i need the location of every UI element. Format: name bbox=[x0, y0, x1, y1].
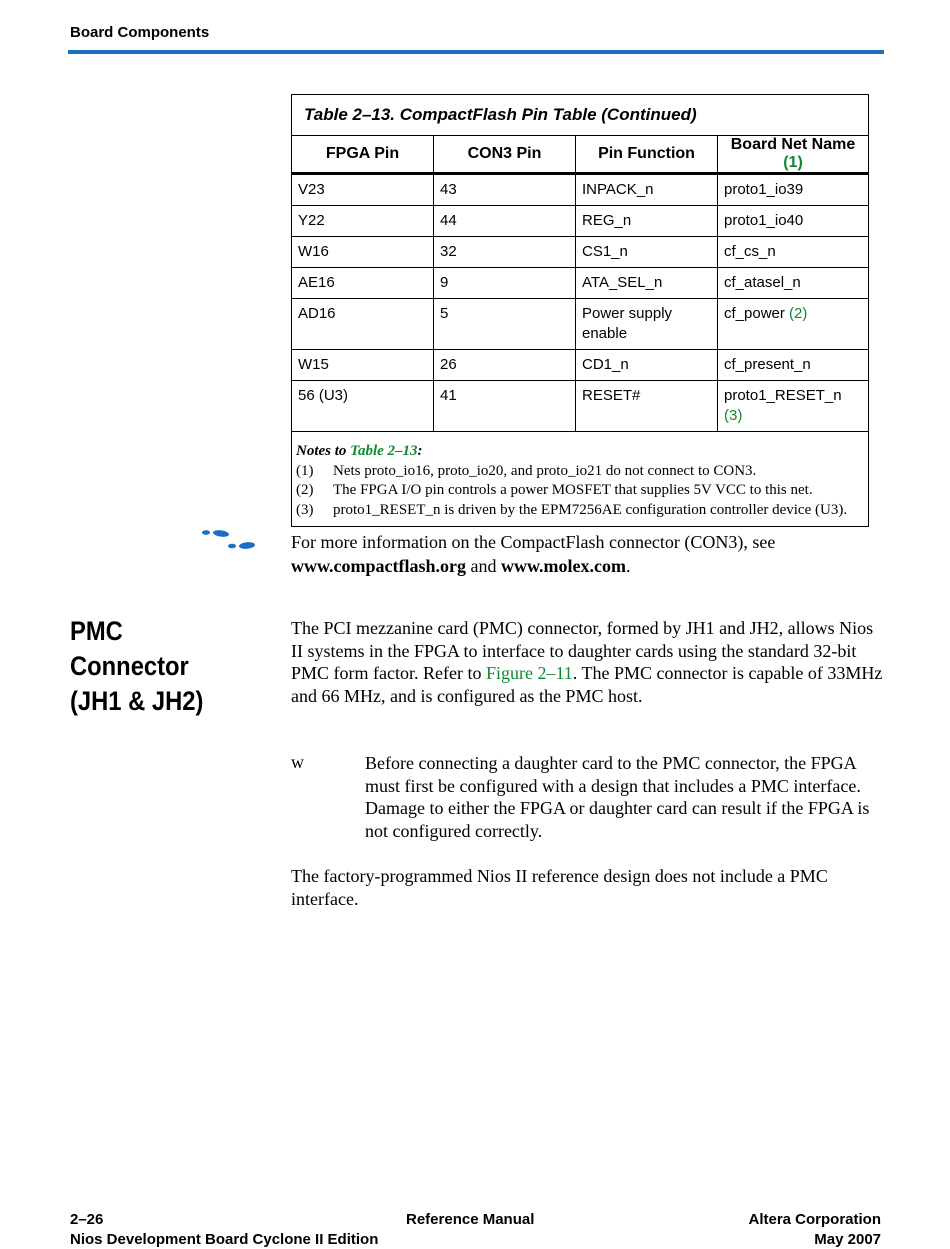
table-cell: AE16 bbox=[292, 268, 434, 299]
figure-ref-link[interactable]: Figure 2–11 bbox=[485, 663, 573, 684]
table-cell: proto1_io39 bbox=[718, 174, 869, 206]
note-number: (2) bbox=[296, 482, 314, 498]
note-number: (3) bbox=[296, 501, 314, 518]
table-cell: proto1_io40 bbox=[718, 206, 869, 237]
header-rule bbox=[68, 50, 884, 54]
table-cell: 26 bbox=[434, 350, 576, 381]
note-item bbox=[296, 501, 864, 521]
table-cell: 56 (U3) bbox=[292, 381, 434, 432]
pin-table-grid bbox=[292, 136, 868, 432]
table-row bbox=[292, 237, 868, 268]
table-row bbox=[292, 381, 868, 432]
table-cell: CS1_n bbox=[576, 237, 718, 268]
footer-manual-title: Reference Manual bbox=[406, 1211, 535, 1228]
table-cell: INPACK_n bbox=[576, 174, 718, 206]
footer-page-number: 2–26 bbox=[70, 1211, 104, 1228]
table-cell: proto1_RESET_n (3) bbox=[718, 381, 869, 432]
note-ref-link[interactable]: (1) bbox=[783, 154, 803, 171]
table-ref-link[interactable]: Table 2–13 bbox=[350, 443, 418, 459]
table-cell: cf_power (2) bbox=[718, 299, 869, 350]
warning-text: Before connecting a daughter card to the PMC connector, the FPGA must first be configured with a design that includes a PMC interface. Damage to either the FPGA or daughter card can result if the FPGA is not configured correctly. bbox=[365, 753, 870, 841]
note-item bbox=[296, 481, 864, 501]
table-row bbox=[292, 268, 868, 299]
footsteps-icon bbox=[201, 528, 259, 552]
section-heading: PMC Connector (JH1 & JH2) bbox=[70, 616, 204, 716]
table-row bbox=[292, 206, 868, 237]
table-cell: Power supply enable bbox=[576, 299, 718, 350]
table-header-row bbox=[292, 136, 868, 174]
column-header-net-name bbox=[718, 136, 869, 174]
table-cell: 9 bbox=[434, 268, 576, 299]
column-header-label: Board Net Name bbox=[730, 136, 856, 153]
compactflash-link[interactable]: www.compactflash.org bbox=[291, 556, 466, 576]
column-header: Pin Function bbox=[576, 136, 718, 174]
footer-company: Altera Corporation bbox=[748, 1211, 881, 1228]
pin-table bbox=[291, 94, 869, 527]
table-notes bbox=[292, 432, 868, 526]
table-cell: Y22 bbox=[292, 206, 434, 237]
table-body bbox=[292, 174, 868, 432]
table-row bbox=[292, 350, 868, 381]
closing-paragraph: The factory-programmed Nios II reference design does not include a PMC interface. bbox=[291, 866, 828, 909]
table-cell: ATA_SEL_n bbox=[576, 268, 718, 299]
note-text: The FPGA I/O pin controls a power MOSFET that supplies 5V VCC to this net. bbox=[333, 482, 813, 498]
running-header: Board Components bbox=[70, 24, 210, 41]
table-cell: W15 bbox=[292, 350, 434, 381]
table-cell: AD16 bbox=[292, 299, 434, 350]
table-cell: 43 bbox=[434, 174, 576, 206]
note-item bbox=[296, 462, 864, 482]
footer-edition: Nios Development Board Cyclone II Edition bbox=[70, 1231, 379, 1248]
table-cell: 44 bbox=[434, 206, 576, 237]
note-text: proto1_RESET_n is driven by the EPM7256AE configuration controller device (U3). bbox=[333, 501, 848, 518]
section-paragraph: The PCI mezzanine card (PMC) connector, formed by JH1 and JH2, allows Nios II systems in the FPGA to interface to daughter cards using the standard 32-bit PMC form factor. Refer to Figure 2–11. The PMC connector is capable of 33MHz and 66 MHz, and is configured as the PMC host. bbox=[291, 618, 883, 706]
note-ref-link[interactable]: (2) bbox=[789, 305, 808, 322]
notes-list bbox=[296, 462, 864, 521]
notes-title: Notes to Table 2–13: bbox=[296, 443, 423, 459]
table-cell: REG_n bbox=[576, 206, 718, 237]
table-cell: cf_cs_n bbox=[718, 237, 869, 268]
column-header: CON3 Pin bbox=[434, 136, 576, 174]
note-number: (1) bbox=[296, 462, 314, 479]
table-cell: 5 bbox=[434, 299, 576, 350]
table-row bbox=[292, 299, 868, 350]
table-cell: 32 bbox=[434, 237, 576, 268]
table-cell: V23 bbox=[292, 174, 434, 206]
table-row bbox=[292, 174, 868, 206]
table-cell: cf_present_n bbox=[718, 350, 869, 381]
table-cell: cf_atasel_n bbox=[718, 268, 869, 299]
molex-link[interactable]: www.molex.com bbox=[500, 556, 626, 576]
notes-title-line bbox=[296, 442, 864, 462]
column-header: FPGA Pin bbox=[292, 136, 434, 174]
table-cell: 41 bbox=[434, 381, 576, 432]
table-cell: CD1_n bbox=[576, 350, 718, 381]
info-note: For more information on the CompactFlash connector (CON3), see www.compactflash.org and www.molex.com. bbox=[291, 532, 776, 576]
table-caption: Table 2–13. CompactFlash Pin Table (Continued) bbox=[292, 95, 868, 136]
note-ref-link[interactable]: (3) bbox=[724, 407, 743, 424]
warning-icon: w bbox=[291, 752, 304, 772]
note-text: Nets proto_io16, proto_io20, and proto_io21 do not connect to CON3. bbox=[333, 462, 757, 479]
table-cell: W16 bbox=[292, 237, 434, 268]
footer-date: May 2007 bbox=[814, 1231, 881, 1248]
table-cell: RESET# bbox=[576, 381, 718, 432]
